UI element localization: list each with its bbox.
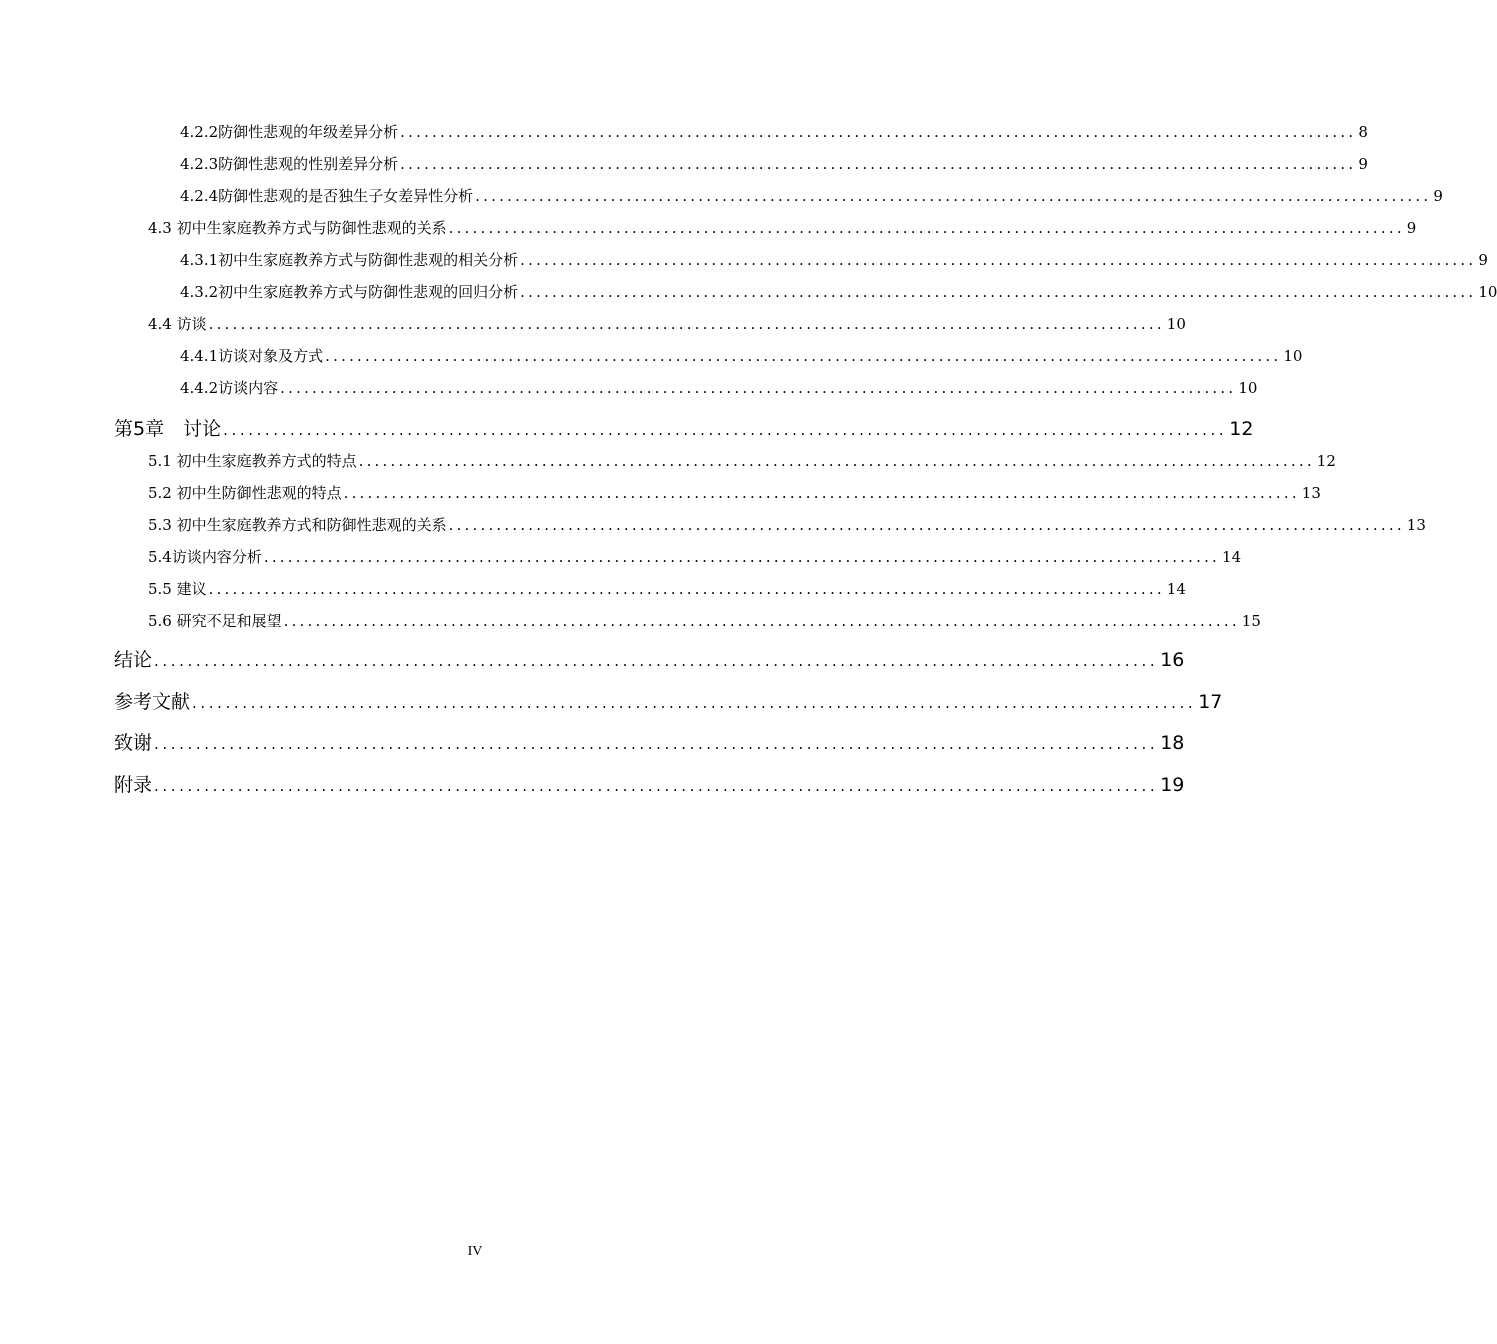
toc-entry-page: 13 [1301,484,1321,502]
toc-entry[interactable] [148,482,1321,504]
toc-entry-page: 13 [1406,516,1426,534]
toc-chapter-entry[interactable] [114,415,1254,443]
toc-entry-page: 16 [1160,649,1185,671]
toc-entry-label: 4.3 初中生家庭教养方式与防御性悲观的关系 [148,219,447,237]
toc-dot-leader: ........................................................................................................................ [263,548,1221,566]
toc-entry-label: 4.4.1访谈对象及方式 [180,347,324,365]
toc-entry[interactable] [148,546,1242,568]
toc-entry[interactable] [148,514,1426,536]
toc-entry-page: 10 [1238,379,1258,397]
toc-entry-page: 14 [1166,580,1186,598]
toc-entry[interactable] [148,217,1417,239]
toc-entry-label: 4.2.3防御性悲观的性别差异分析 [180,155,399,173]
toc-entry-label: 4.2.2防御性悲观的年级差异分析 [180,123,399,141]
toc-dot-leader: ........................................................................................................................ [154,777,1159,795]
toc-entry-label: 附录 [114,774,153,796]
toc-chapter-entry[interactable] [114,771,1185,799]
toc-entry-page: 8 [1358,123,1368,141]
toc-entry[interactable] [148,578,1186,600]
toc-entry-page: 10 [1166,315,1186,333]
toc-dot-leader: ........................................................................................................................ [154,735,1159,753]
toc-dot-leader: ........................................................................................................................ [154,652,1159,670]
toc-dot-leader: ........................................................................................................................ [448,219,1405,237]
toc-entry[interactable] [148,313,1186,335]
toc-dot-leader: ........................................................................................................................ [400,155,1357,173]
toc-entry-page: 18 [1160,732,1185,754]
toc-entry-page: 9 [1478,251,1488,269]
toc-dot-leader: ........................................................................................................................ [343,484,1300,502]
toc-entry-label: 参考文献 [114,691,191,713]
toc-entry-label: 5.4访谈内容分析 [148,548,262,566]
toc-dot-leader: ........................................................................................................................ [448,516,1405,534]
toc-dot-leader: ........................................................................................................................ [520,251,1477,269]
toc-dot-leader: ........................................................................................................................ [475,187,1432,205]
toc-chapter-entry[interactable] [114,729,1185,757]
toc-entry-page: 9 [1358,155,1368,173]
toc-entry[interactable] [180,377,1258,399]
toc-entry[interactable] [148,610,1261,632]
toc-dot-leader: ........................................................................................................................ [283,612,1240,630]
toc-entry-label: 4.4 访谈 [148,315,207,333]
toc-entry-label: 5.1 初中生家庭教养方式的特点 [148,452,357,470]
toc-entry-page: 17 [1198,691,1223,713]
toc-chapter-entry[interactable] [114,688,1223,716]
toc-dot-leader: ........................................................................................................................ [280,379,1237,397]
toc-entry-label: 5.2 初中生防御性悲观的特点 [148,484,342,502]
toc-entry-label: 4.3.1初中生家庭教养方式与防御性悲观的相关分析 [180,251,519,269]
toc-dot-leader: ........................................................................................................................ [520,283,1477,301]
toc-entry-page: 19 [1160,774,1185,796]
toc-dot-leader: ........................................................................................................................ [400,123,1357,141]
toc-dot-leader: ........................................................................................................................ [208,315,1165,333]
toc-dot-leader: ........................................................................................................................ [325,347,1282,365]
toc-entry-page: 9 [1406,219,1417,237]
toc-entry[interactable] [180,121,1368,143]
toc-entry[interactable] [180,281,1497,303]
toc-entry[interactable] [148,450,1336,472]
toc-dot-leader: ........................................................................................................................ [192,694,1197,712]
toc-dot-leader: ........................................................................................................................ [223,421,1228,439]
toc-entry-label: 结论 [114,649,153,671]
toc-entry-label: 第5章 讨论 [114,418,222,440]
toc-entry-label: 4.2.4防御性悲观的是否独生子女差异性分析 [180,187,474,205]
toc-entry-page: 12 [1316,452,1336,470]
toc-entry-label: 4.3.2初中生家庭教养方式与防御性悲观的回归分析 [180,283,519,301]
toc-entry-page: 12 [1229,418,1254,440]
toc-dot-leader: ........................................................................................................................ [358,452,1315,470]
toc-entry-label: 4.4.2访谈内容 [180,379,279,397]
toc-entry-page: 14 [1222,548,1242,566]
toc-entry[interactable] [180,249,1488,271]
toc-entry[interactable] [180,153,1368,175]
page-number: IV [467,1244,483,1259]
toc-entry[interactable] [180,345,1303,367]
toc-entry-page: 15 [1241,612,1261,630]
toc-entry-label: 5.3 初中生家庭教养方式和防御性悲观的关系 [148,516,447,534]
toc-chapter-entry[interactable] [114,646,1185,674]
toc-dot-leader: ........................................................................................................................ [208,580,1165,598]
toc-entry-label: 致谢 [114,732,153,754]
toc-entry-page: 10 [1478,283,1497,301]
toc-entry-label: 5.6 研究不足和展望 [148,612,282,630]
toc-entry-label: 5.5 建议 [148,580,207,598]
toc-entry[interactable] [180,185,1443,207]
toc-entry-page: 9 [1433,187,1443,205]
toc-entry-page: 10 [1283,347,1303,365]
